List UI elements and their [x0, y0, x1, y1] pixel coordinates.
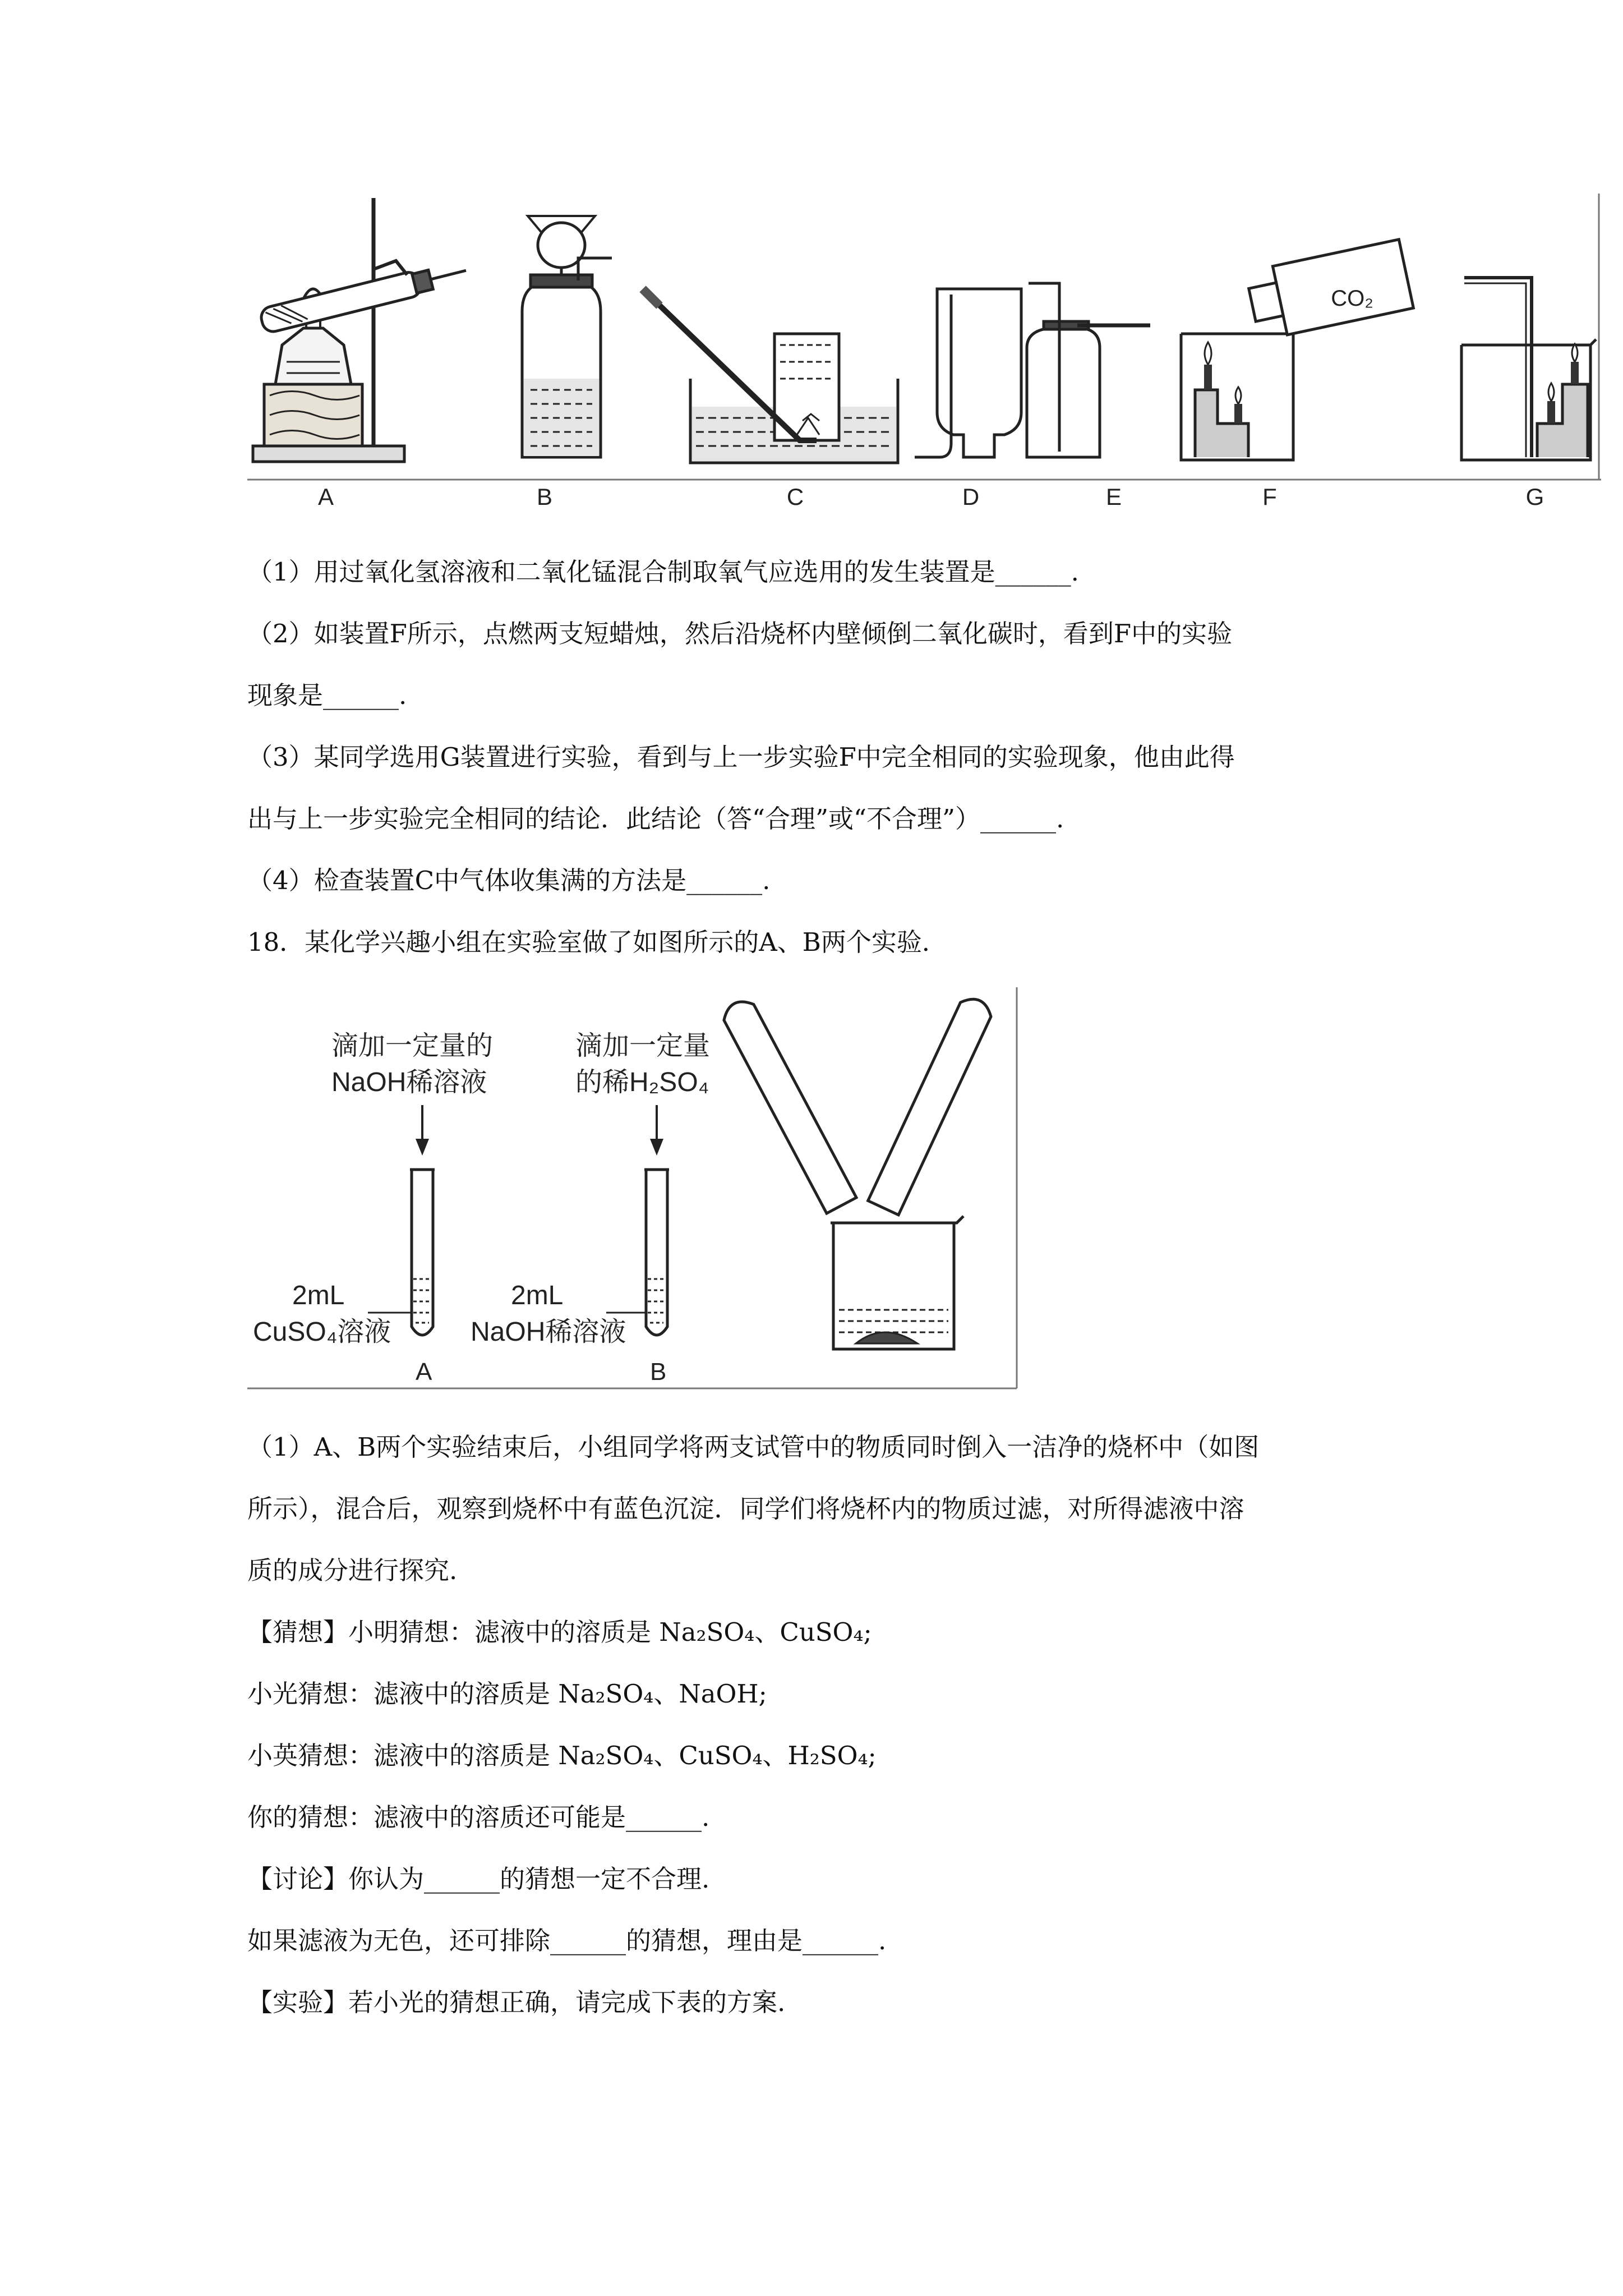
q18-part1-line1: （1）A、B两个实验结束后，小组同学将两支试管中的物质同时倒入一洁净的烧杯中（如图	[247, 1432, 1260, 1462]
apparatus-label-g: G	[1525, 484, 1544, 510]
apparatus-label-a: A	[317, 484, 334, 510]
apparatus-d-inverted-bottle	[915, 289, 1021, 457]
apparatus-label-c: C	[786, 484, 804, 510]
q17-part1: （1）用过氧化氢溶液和二氧化锰混合制取氧气应选用的发生装置是______.	[247, 557, 1079, 587]
q17-part2-line2: 现象是______.	[247, 680, 407, 710]
guess-xiaoying-solutes: Na₂SO₄、CuSO₄、H₂SO₄;	[558, 1741, 877, 1770]
guess-xiaoming	[247, 1616, 872, 1649]
experiment-ab-figure	[247, 987, 1021, 1397]
pouring-test-tubes	[720, 993, 995, 1215]
test-tube-a	[368, 1170, 435, 1335]
q18-part1-line3: 质的成分进行探究.	[247, 1556, 458, 1585]
guess-yours: 你的猜想：滤液中的溶质还可能是______.	[247, 1802, 710, 1832]
guess-xiaoguang-solutes: Na₂SO₄、NaOH;	[558, 1679, 767, 1709]
apparatus-f-candle-beaker	[1181, 240, 1413, 460]
b-solution-line2: NaOH稀溶液	[471, 1317, 626, 1347]
discussion-line2: 如果滤液为无色，还可排除______的猜想，理由是______.	[247, 1926, 887, 1955]
apparatus-label-d: D	[962, 484, 980, 510]
apparatus-label-f: F	[1262, 484, 1277, 510]
b-reagent-line1: 滴加一定量	[575, 1031, 711, 1061]
experiment-line: 【实验】若小光的猜想正确，请完成下表的方案.	[247, 1987, 786, 2017]
tube-a-label: A	[416, 1358, 432, 1386]
co2-bottle-label: CO₂	[1331, 286, 1373, 311]
tube-b-label: B	[650, 1358, 667, 1386]
q17-part2-line1: （2）如装置F所示，点燃两支短蜡烛，然后沿烧杯内壁倾倒二氧化碳时，看到F中的实验	[247, 619, 1233, 648]
guess-xiaoying-prefix: 小英猜想：滤液中的溶质是	[247, 1741, 559, 1770]
guess-xiaoying	[247, 1739, 877, 1773]
q18-part1-line2: 所示），混合后，观察到烧杯中有蓝色沉淀．同学们将烧杯内的物质过滤，对所得滤液中溶	[247, 1494, 1244, 1524]
guess-xiaoguang-prefix: 小光猜想：滤液中的溶质是	[247, 1679, 559, 1709]
a-solution-line2: CuSO₄溶液	[253, 1317, 391, 1347]
guess-xiaoguang	[247, 1677, 767, 1711]
apparatus-g-tube-beaker	[1461, 278, 1596, 460]
test-tube-b	[606, 1170, 669, 1335]
a-reagent-line2: NaOH稀溶液	[331, 1068, 487, 1097]
apparatus-a-heating-setup	[253, 198, 469, 462]
a-solution-line1: 2mL	[292, 1281, 345, 1310]
b-reagent-line2: 的稀H₂SO₄	[575, 1068, 709, 1097]
apparatus-figure	[247, 194, 1601, 513]
discussion-line1: 【讨论】你认为______的猜想一定不合理.	[247, 1864, 710, 1894]
beaker-with-precipitate	[831, 1216, 963, 1349]
q18-intro: 18．某化学兴趣小组在实验室做了如图所示的A、B两个实验．	[247, 927, 947, 957]
apparatus-label-b: B	[536, 484, 553, 510]
apparatus-e-upright-bottle	[1027, 283, 1150, 457]
a-reagent-line1: 滴加一定量的	[331, 1031, 494, 1061]
q17-part3-line2: 出与上一步实验完全相同的结论．此结论（答“合理”或“不合理”）______.	[247, 804, 1064, 834]
apparatus-c-water-trough	[643, 289, 898, 463]
q17-part4: （4）检查装置C中气体收集满的方法是______.	[247, 866, 771, 895]
guess-xiaoming-solutes: Na₂SO₄、CuSO₄;	[659, 1617, 872, 1647]
guess-xiaoming-prefix: 【猜想】小明猜想：滤液中的溶质是	[247, 1617, 660, 1647]
b-solution-line1: 2mL	[511, 1281, 564, 1310]
q17-part3-line1: （3）某同学选用G装置进行实验，看到与上一步实验F中完全相同的实验现象，他由此得	[247, 742, 1235, 772]
apparatus-b-funnel-bottle	[522, 216, 612, 457]
apparatus-label-e: E	[1105, 484, 1122, 510]
